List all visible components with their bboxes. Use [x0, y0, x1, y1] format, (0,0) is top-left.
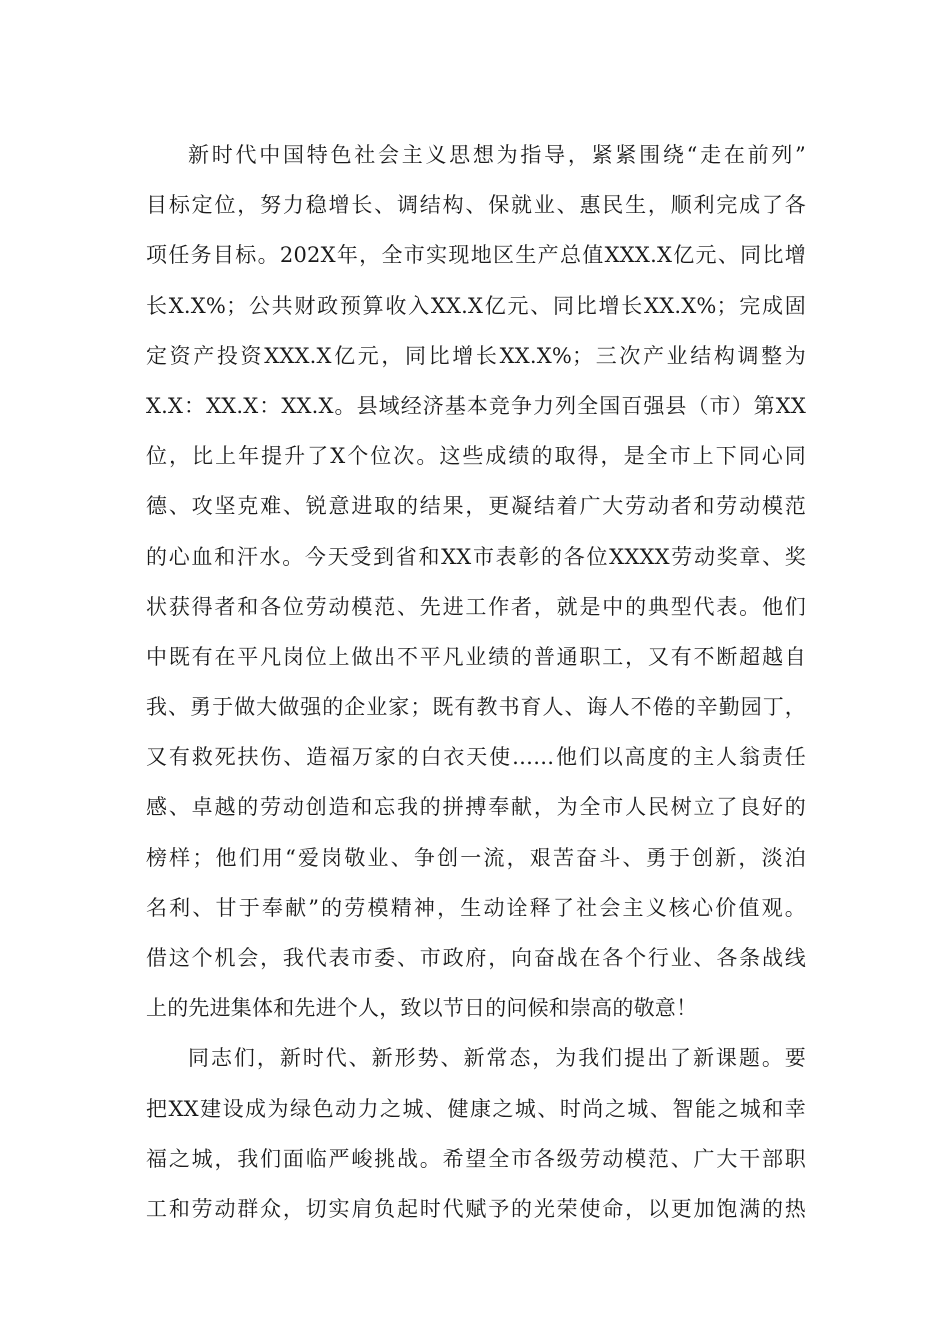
text-line: 德、攻坚克难、锐意进取的结果，更凝结着广大劳动者和劳动模范 — [146, 494, 806, 519]
text-line: 感、卓越的劳动创造和忘我的拼搏奉献，为全市人民树立了良好的 — [146, 795, 806, 820]
text-line: 又有救死扶伤、造福万家的白衣天使……他们以高度的主人翁责任 — [146, 745, 806, 770]
text-line: 榜样；他们用“爱岗敬业、争创一流，艰苦奋斗、勇于创新，淡泊 — [146, 845, 806, 870]
text-line: 中既有在平凡岗位上做出不平凡业绩的普通职工，又有不断超越自 — [146, 644, 806, 669]
text-line: 的心血和汗水。今天受到省和XX市表彰的各位XXXX劳动奖章、奖 — [146, 544, 806, 569]
text-line: 同志们，新时代、新形势、新常态，为我们提出了新课题。要 — [188, 1046, 806, 1071]
text-line: 长X.X%；公共财政预算收入XX.X亿元、同比增长XX.X%；完成固 — [146, 293, 806, 318]
text-line: 借这个机会，我代表市委、市政府，向奋战在各个行业、各条战线 — [146, 946, 806, 970]
text-line: 上的先进集体和先进个人，致以节日的问候和崇高的敬意！ — [146, 996, 698, 1021]
text-line: X.X：XX.X：XX.X。县域经济基本竞争力列全国百强县（市）第XX — [146, 393, 806, 418]
text-line: 我、勇于做大做强的企业家；既有教书育人、诲人不倦的辛勤园丁， — [146, 695, 806, 720]
text-line: 工和劳动群众，切实肩负起时代赋予的光荣使命，以更加饱满的热 — [146, 1196, 806, 1221]
text-line: 新时代中国特色社会主义思想为指导，紧紧围绕“走在前列” — [188, 143, 806, 167]
body-text — [146, 130, 806, 1234]
text-line: 把XX建设成为绿色动力之城、健康之城、时尚之城、智能之城和幸 — [146, 1096, 806, 1121]
text-line: 状获得者和各位劳动模范、先进工作者，就是中的典型代表。他们 — [146, 594, 806, 619]
text-line: 名利、甘于奉献”的劳模精神，生动诠释了社会主义核心价值观。 — [146, 895, 806, 920]
text-line: 定资产投资XXX.X亿元，同比增长XX.X%；三次产业结构调整为 — [146, 343, 806, 368]
text-line: 目标定位，努力稳增长、调结构、保就业、惠民生，顺利完成了各 — [146, 193, 806, 218]
text-line: 位，比上年提升了X个位次。这些成绩的取得，是全市上下同心同 — [146, 444, 806, 469]
text-line: 项任务目标。202X年，全市实现地区生产总值XXX.X亿元、同比增 — [146, 243, 806, 268]
text-line: 福之城，我们面临严峻挑战。希望全市各级劳动模范、广大干部职 — [146, 1146, 806, 1171]
